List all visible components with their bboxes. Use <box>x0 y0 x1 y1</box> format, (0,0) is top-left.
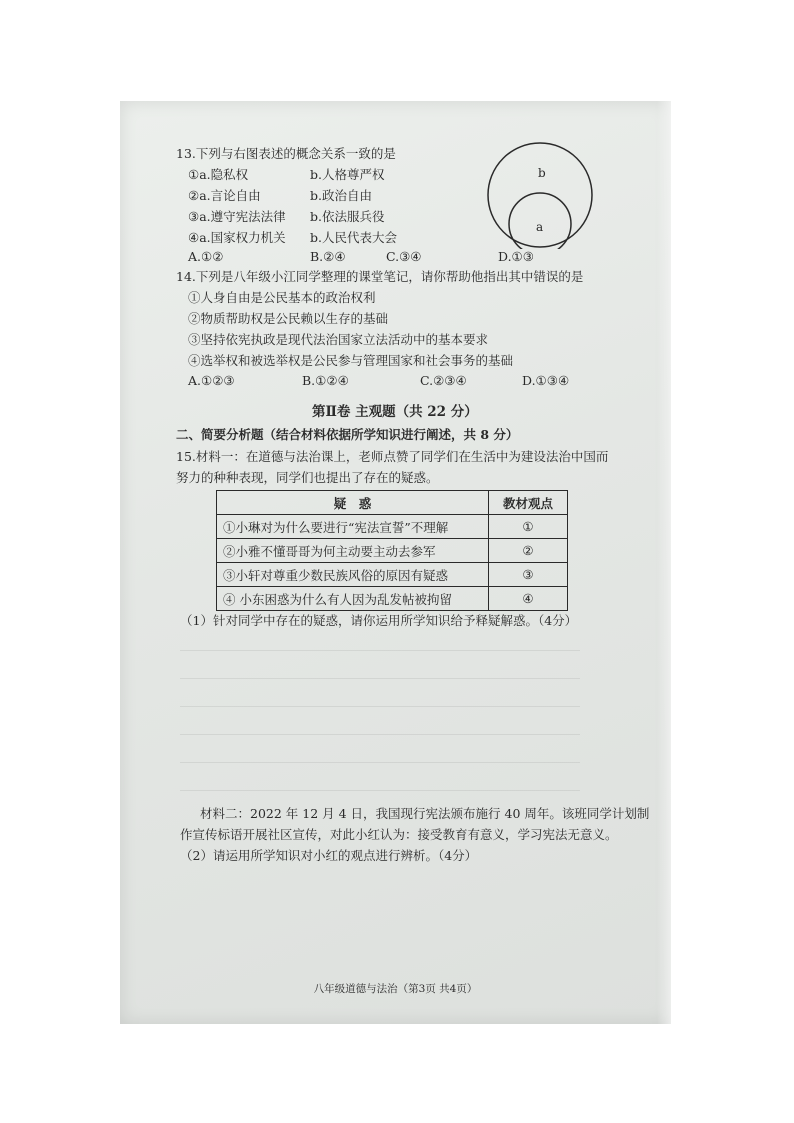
column-header-doubt: 疑 惑 <box>217 491 489 515</box>
q13-row2-a: ②a.言论自由 <box>188 188 261 203</box>
doubt-cell: ④ 小东困惑为什么有人因为乱发帖被拘留 <box>217 587 489 611</box>
viewpoint-cell: ④ <box>489 587 568 611</box>
q13-row4-b: b.人民代表大会 <box>310 230 397 245</box>
q14-stem: 14.下列是八年级小江同学整理的课堂笔记，请你帮助他指出其中错误的是 <box>176 269 584 284</box>
inner-circle-label: a <box>536 220 544 234</box>
doubts-table <box>216 490 568 611</box>
q14-option-a: A.①②③ <box>188 373 235 388</box>
q14-statement-1: ①人身自由是公民基本的政治权利 <box>188 290 376 305</box>
viewpoint-cell: ① <box>489 515 568 539</box>
q15-material1-line1: 15.材料一：在道德与法治课上，老师点赞了同学们在生活中为建设法治中国而 <box>176 449 609 464</box>
answer-area-1 <box>180 641 580 791</box>
q15-subquestion-1: （1）针对同学中存在的疑惑，请你运用所学知识给予释疑解惑。（4分） <box>180 613 578 628</box>
q13-option-b: B.②④ <box>310 249 346 264</box>
q14-option-b: B.①②④ <box>302 373 349 388</box>
page-edge <box>657 101 671 1024</box>
q14-statement-4: ④选举权和被选举权是公民参与管理国家和社会事务的基础 <box>188 353 514 368</box>
q15-material1-line2: 努力的种种表现，同学们也提出了存在的疑惑。 <box>176 470 439 485</box>
q13-option-d: D.①③ <box>498 249 534 264</box>
table-row <box>217 563 568 587</box>
viewpoint-cell: ② <box>489 539 568 563</box>
q15-material2-line1: 材料二：2022 年 12 月 4 日，我国现行宪法颁布施行 40 周年。该班同学计划制 <box>200 806 650 821</box>
q13-option-a: A.①② <box>188 249 224 264</box>
q14-statement-3: ③坚持依宪执政是现代法治国家立法活动中的基本要求 <box>188 332 489 347</box>
doubt-cell: ③小轩对尊重少数民族风俗的原因有疑惑 <box>217 563 489 587</box>
q13-row1-a: ①a.隐私权 <box>188 167 249 182</box>
q13-option-c: C.③④ <box>386 249 422 264</box>
outer-circle-label: b <box>538 166 546 180</box>
q13-row3-b: b.依法服兵役 <box>310 209 385 224</box>
q13-row2-b: b.政治自由 <box>310 188 372 203</box>
part2-heading: 第Ⅱ卷 主观题（共 22 分） <box>312 404 478 420</box>
q15-material2-line2: 作宣传标语开展社区宣传，对此小红认为：接受教育有意义，学习宪法无意义。 <box>180 827 618 842</box>
column-header-viewpoint: 教材观点 <box>489 491 568 515</box>
q13-row1-b: b.人格尊严权 <box>310 167 385 182</box>
q14-option-c: C.②③④ <box>420 373 467 388</box>
table-row <box>217 587 568 611</box>
q14-statement-2: ②物质帮助权是公民赖以生存的基础 <box>188 311 389 326</box>
q15-subquestion-2: （2）请运用所学知识对小红的观点进行辨析。（4分） <box>180 848 478 863</box>
venn-diagram <box>484 141 596 249</box>
exam-page <box>120 101 671 1024</box>
q13-row4-a: ④a.国家权力机关 <box>188 230 286 245</box>
table-header-row <box>217 491 568 515</box>
doubt-cell: ②小雅不懂哥哥为何主动要主动去参军 <box>217 539 489 563</box>
q13-stem: 13.下列与右图表述的概念关系一致的是 <box>176 146 396 161</box>
q13-row3-a: ③a.遵守宪法法律 <box>188 209 286 224</box>
page-footer: 八年级道德与法治（第3页 共4页） <box>313 983 478 995</box>
q14-option-d: D.①③④ <box>522 373 570 388</box>
table-row <box>217 539 568 563</box>
doubt-cell: ①小琳对为什么要进行“宪法宣誓”不理解 <box>217 515 489 539</box>
viewpoint-cell: ③ <box>489 563 568 587</box>
section2-heading: 二、简要分析题（结合材料依据所学知识进行阐述，共 8 分） <box>176 427 519 442</box>
table-row <box>217 515 568 539</box>
